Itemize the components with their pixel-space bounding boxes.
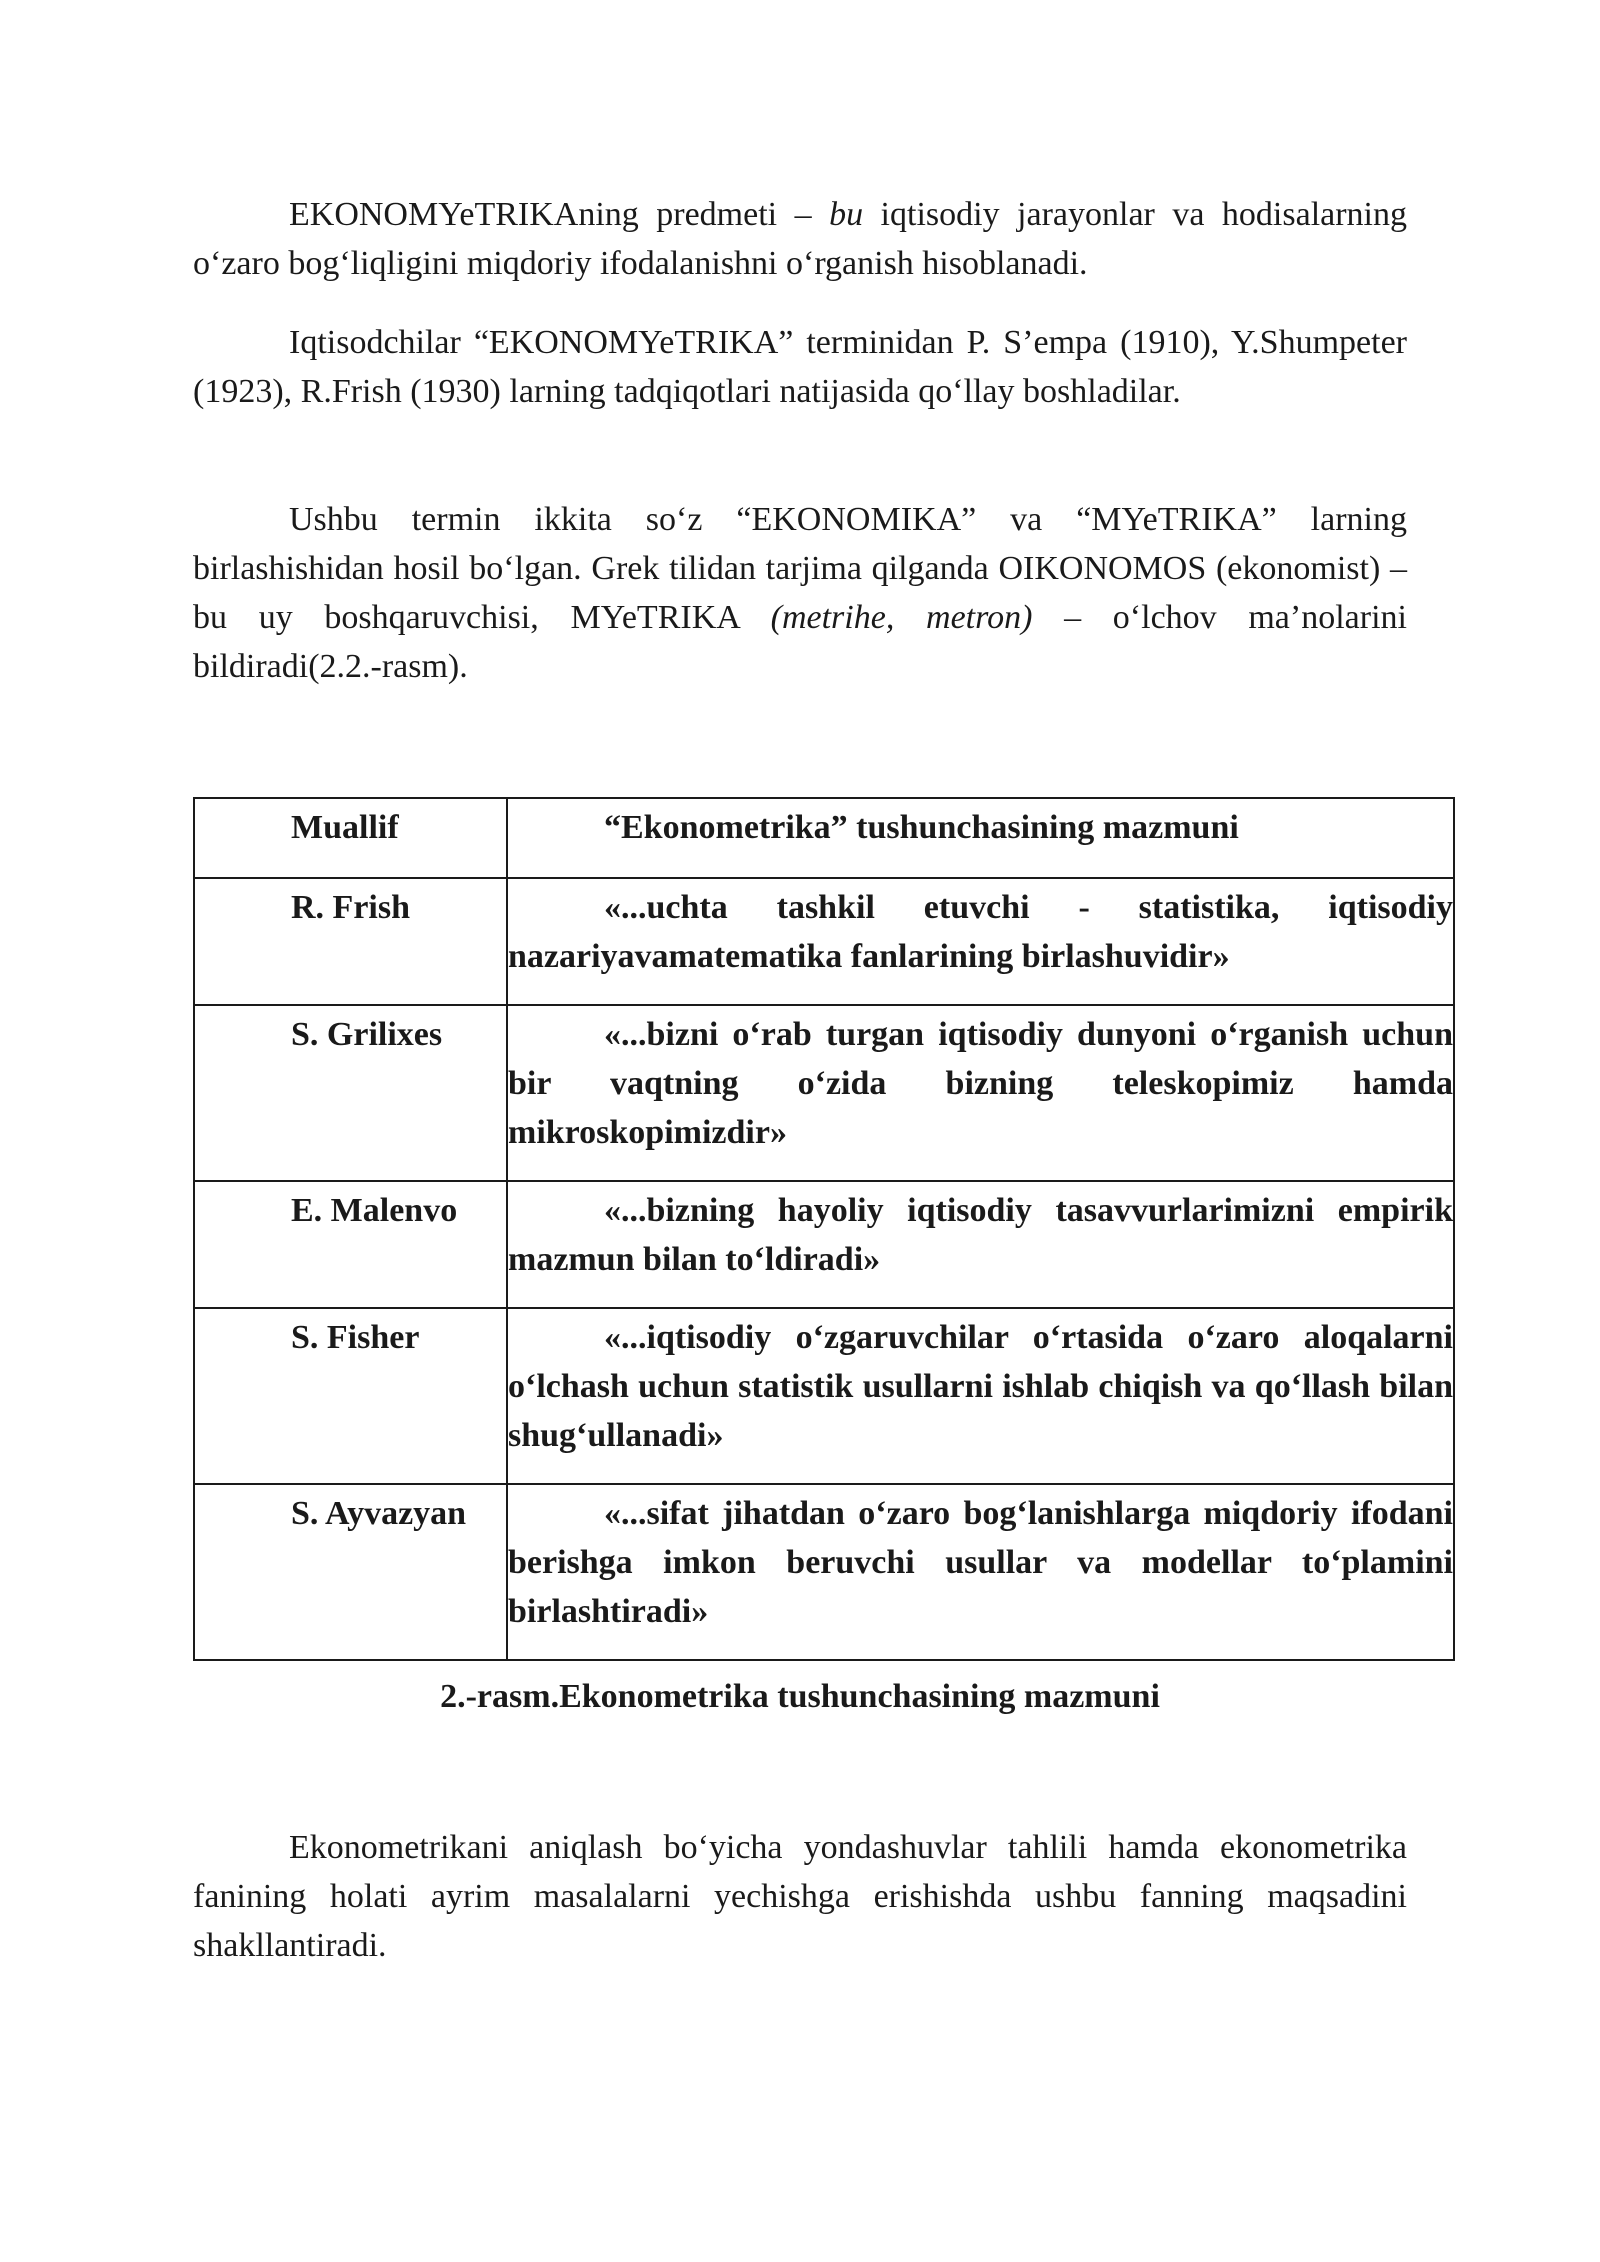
definitions-table (193, 797, 1455, 1661)
header-meaning: “Ekonometrika” tushunchasining mazmuni (507, 798, 1454, 878)
table-header-row (194, 798, 1454, 878)
header-author: Muallif (194, 798, 507, 878)
meaning-cell: «...iqtisodiy o‘zgaruvchilar o‘rtasida o‘zaro aloqalarni o‘lchash uchun statistik usullarni ishlab chiqish va qo‘llash bilan shug‘ullanadi» (507, 1308, 1454, 1484)
table-row (194, 1005, 1454, 1181)
meaning-cell: «...bizni o‘rab turgan iqtisodiy dunyoni o‘rganish uchun bir vaqtning o‘zida bizning teleskopimiz hamda mikroskopimizdir» (507, 1005, 1454, 1181)
paragraph-subject (193, 190, 1407, 288)
author-cell: E. Malenvo (194, 1181, 507, 1308)
paragraph-text: iqtisodiy jarayonlar va hodisalarning o‘zaro bog‘liqligini miqdoriy ifodalanishni o‘rganish hisoblanadi. (193, 196, 1407, 282)
emphasis-text: bu (829, 196, 864, 233)
table-row (194, 878, 1454, 1005)
paragraph-text: – o‘lchov ma’nolarini bildiradi(2.2.-rasm). (193, 599, 1407, 685)
figure-caption: 2.-rasm.Ekonometrika tushunchasining mazmuni (440, 1678, 1160, 1715)
table-row (194, 1484, 1454, 1660)
meaning-cell: «...uchta tashkil etuvchi - statistika, iqtisodiy nazariyavamatematika fanlarining birlashuvidir» (507, 878, 1454, 1005)
paragraph-text: EKONOMYeTRIKAning predmeti – (289, 196, 830, 233)
author-cell: R. Frish (194, 878, 507, 1005)
emphasis-text: (metrihe, metron) (770, 599, 1033, 636)
table-row (194, 1181, 1454, 1308)
author-cell: S. Grilixes (194, 1005, 507, 1181)
meaning-cell: «...bizning hayoliy iqtisodiy tasavvurlarimizni empirik mazmun bilan to‘ldiradi» (507, 1181, 1454, 1308)
paragraph-term-origin: Iqtisodchilar “EKONOMYeTRIKA” terminidan P. S’empa (1910), Y.Shumpeter (1923), R.Frish (1930) larning tadqiqotlari natijasida qo‘llay boshladilar. (193, 324, 1407, 410)
paragraph-etymology (193, 495, 1407, 691)
paragraph-conclusion: Ekonometrikani aniqlash bo‘yicha yondashuvlar tahlili hamda ekonometrika fanining holati ayrim masalalarni yechishga erishishda ushbu fanning maqsadini shakllantiradi. (193, 1829, 1407, 1964)
paragraph-text: Ushbu termin ikkita so‘z “EKONOMIKA” va “MYeTRIKA” larning birlashishidan hosil bo‘lgan. Grek tilidan tarjima qilganda OIKONOMOS (ekonomist) – bu uy boshqaruvchisi, MYeTRIKA (193, 501, 1407, 636)
author-cell: S. Ayvazyan (194, 1484, 507, 1660)
author-cell: S. Fisher (194, 1308, 507, 1484)
table-row (194, 1308, 1454, 1484)
meaning-cell: «...sifat jihatdan o‘zaro bog‘lanishlarga miqdoriy ifodani berishga imkon beruvchi usullar va modellar to‘plamini birlashtiradi» (507, 1484, 1454, 1660)
